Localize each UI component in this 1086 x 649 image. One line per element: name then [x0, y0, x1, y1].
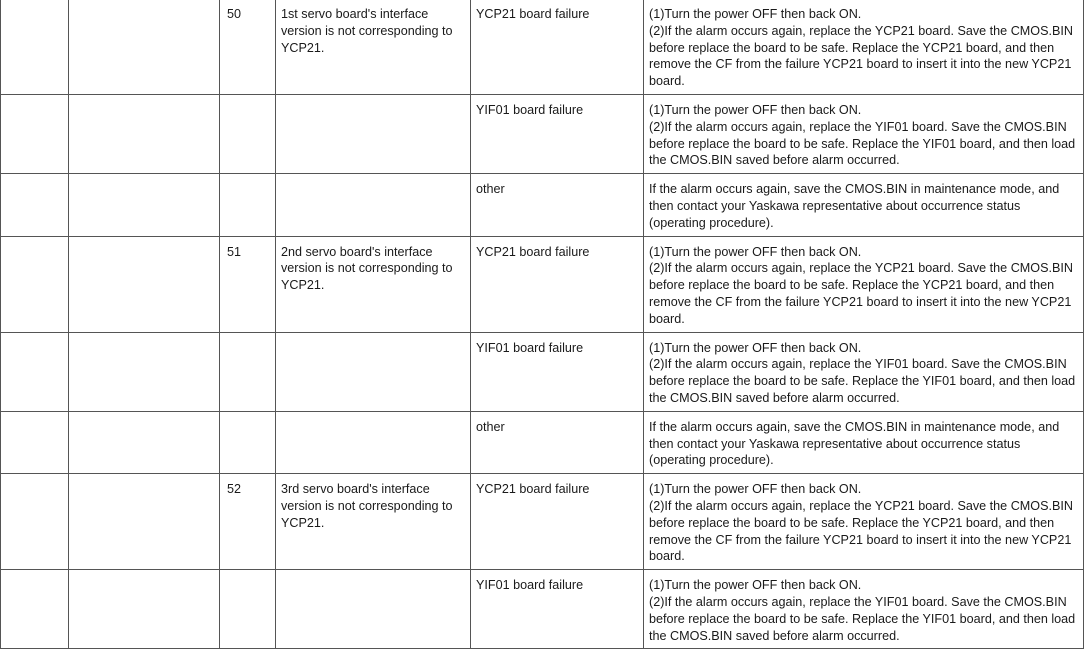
cause-cell: other [471, 174, 644, 236]
alarm-name-cell [69, 236, 220, 332]
alarm-name-cell [69, 332, 220, 411]
cause-cell: YCP21 board failure [471, 474, 644, 570]
alarm-code-cell [1, 332, 69, 411]
cause-cell: YCP21 board failure [471, 0, 644, 94]
sub-code-cell [220, 332, 276, 411]
cause-cell: YIF01 board failure [471, 94, 644, 173]
meaning-cell [276, 94, 471, 173]
table-row [1, 174, 1084, 236]
alarm-code-cell [1, 0, 69, 94]
table-row [1, 411, 1084, 473]
remedy-cell: (1)Turn the power OFF then back ON. (2)If the alarm occurs again, replace the YIF01 board. Save the CMOS.BIN before replace the board to be safe. Replace the YIF01 board, and then load the CMOS.BIN saved before alarm occurred. [644, 570, 1084, 649]
alarm-code-cell [1, 94, 69, 173]
alarm-name-cell [69, 0, 220, 94]
sub-code-cell: 51 [220, 236, 276, 332]
remedy-cell: (1)Turn the power OFF then back ON. (2)If the alarm occurs again, replace the YCP21 board. Save the CMOS.BIN before replace the board to be safe. Replace the YCP21 board, and then remove the CF from the failure YCP21 board to insert it into the new YCP21 board. [644, 236, 1084, 332]
alarm-name-cell [69, 570, 220, 649]
alarm-code-cell [1, 570, 69, 649]
alarm-code-cell [1, 174, 69, 236]
remedy-cell: (1)Turn the power OFF then back ON. (2)If the alarm occurs again, replace the YIF01 board. Save the CMOS.BIN before replace the board to be safe. Replace the YIF01 board, and then load the CMOS.BIN saved before alarm occurred. [644, 94, 1084, 173]
sub-code-cell [220, 94, 276, 173]
meaning-cell [276, 332, 471, 411]
alarm-code-cell [1, 474, 69, 570]
alarm-name-cell [69, 174, 220, 236]
meaning-cell: 2nd servo board's interface version is not corresponding to YCP21. [276, 236, 471, 332]
table-row [1, 236, 1084, 332]
remedy-cell: (1)Turn the power OFF then back ON. (2)If the alarm occurs again, replace the YIF01 board. Save the CMOS.BIN before replace the board to be safe. Replace the YIF01 board, and then load the CMOS.BIN saved before alarm occurred. [644, 332, 1084, 411]
cause-cell: other [471, 411, 644, 473]
sub-code-cell [220, 570, 276, 649]
meaning-cell [276, 411, 471, 473]
sub-code-cell: 52 [220, 474, 276, 570]
table-row [1, 474, 1084, 570]
alarm-code-cell [1, 411, 69, 473]
alarm-name-cell [69, 411, 220, 473]
meaning-cell [276, 174, 471, 236]
sub-code-cell [220, 411, 276, 473]
table-row [1, 94, 1084, 173]
table-row [1, 332, 1084, 411]
meaning-cell: 1st servo board's interface version is not corresponding to YCP21. [276, 0, 471, 94]
table-row [1, 570, 1084, 649]
remedy-cell: If the alarm occurs again, save the CMOS.BIN in maintenance mode, and then contact your Yaskawa representative about occurrence status (operating procedure). [644, 411, 1084, 473]
sub-code-cell: 50 [220, 0, 276, 94]
cause-cell: YIF01 board failure [471, 332, 644, 411]
cause-cell: YCP21 board failure [471, 236, 644, 332]
remedy-cell: If the alarm occurs again, save the CMOS.BIN in maintenance mode, and then contact your Yaskawa representative about occurrence status (operating procedure). [644, 174, 1084, 236]
cause-cell: YIF01 board failure [471, 570, 644, 649]
meaning-cell: 3rd servo board's interface version is not corresponding to YCP21. [276, 474, 471, 570]
remedy-cell: (1)Turn the power OFF then back ON. (2)If the alarm occurs again, replace the YCP21 board. Save the CMOS.BIN before replace the board to be safe. Replace the YCP21 board, and then remove the CF from the failure YCP21 board to insert it into the new YCP21 board. [644, 0, 1084, 94]
sub-code-cell [220, 174, 276, 236]
alarm-name-cell [69, 474, 220, 570]
meaning-cell [276, 570, 471, 649]
alarm-name-cell [69, 94, 220, 173]
remedy-cell: (1)Turn the power OFF then back ON. (2)If the alarm occurs again, replace the YCP21 board. Save the CMOS.BIN before replace the board to be safe. Replace the YCP21 board, and then remove the CF from the failure YCP21 board to insert it into the new YCP21 board. [644, 474, 1084, 570]
table-row [1, 0, 1084, 94]
alarm-code-cell [1, 236, 69, 332]
